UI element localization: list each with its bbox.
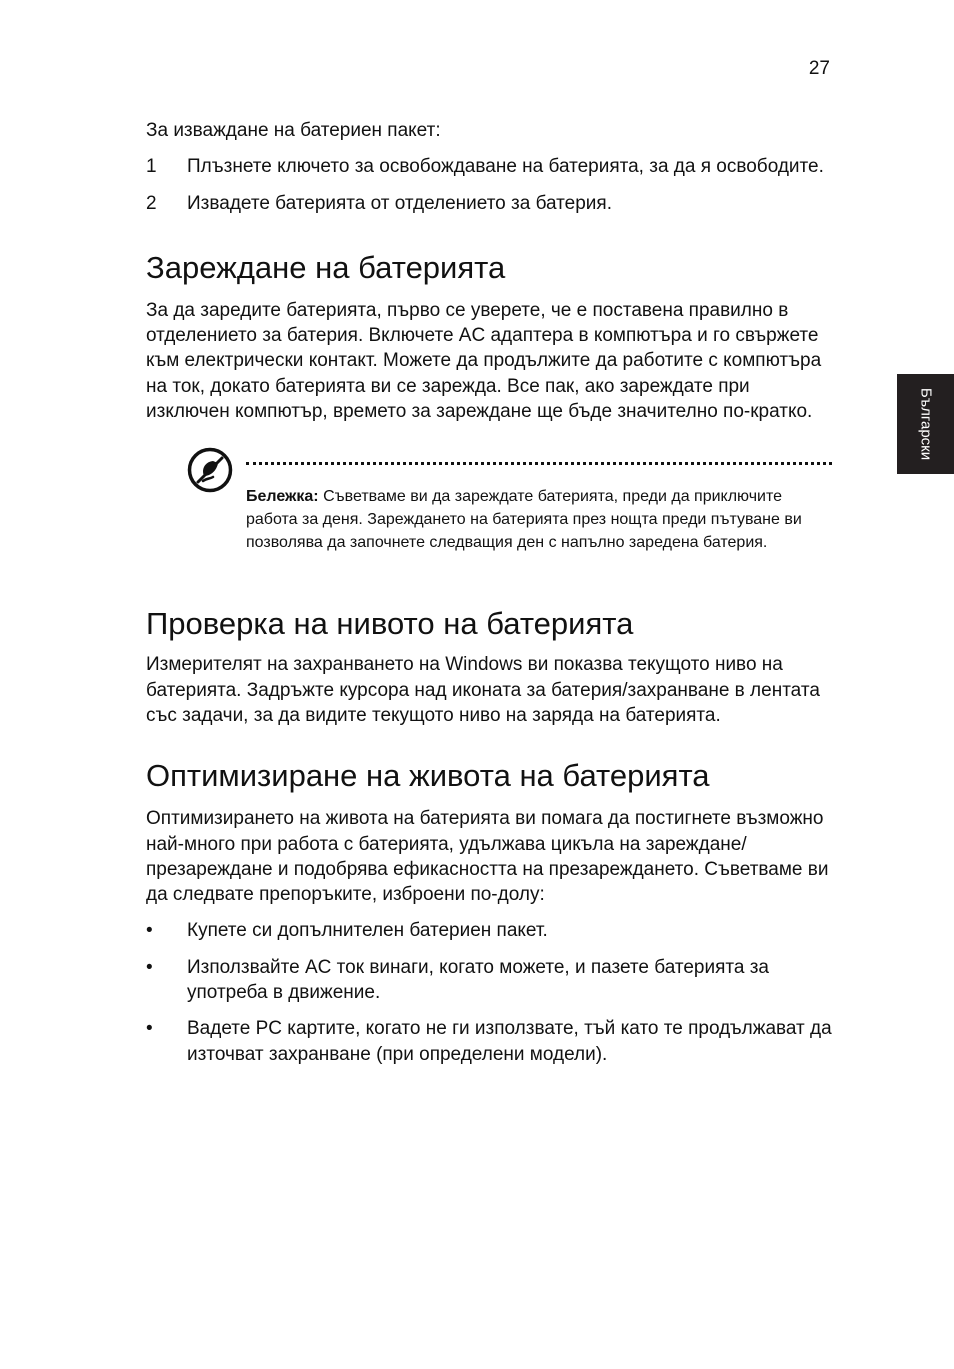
list-item (146, 955, 836, 1006)
list-item-text: Използвайте AC ток винаги, когато можете, и пазете батерията за употреба в движение. (187, 956, 769, 1004)
language-label: Български (917, 387, 934, 461)
charging-heading: Зареждане на батерията (146, 249, 506, 285)
checking-paragraph: Измерителят на захранването на Windows ви показва текущото ниво на батерията. Задръжте курсора над иконата за батерия/захранване в лентата със задачи, за да видите текущото ниво на заряда на батерията. (146, 654, 820, 726)
list-item-text: Вадете PC картите, когато не ги използвате, тъй като те продължават да източват захранване (при определени модели). (187, 1018, 832, 1065)
list-item (146, 918, 836, 943)
step-text: Плъзнете ключето за освобождаване на батерията, за да я освободите. (187, 156, 824, 178)
page-number: 27 (808, 58, 830, 79)
step-number: 2 (146, 192, 157, 214)
step-item (146, 154, 836, 179)
charging-paragraph: За да заредите батерията, първо се уверете, че е поставена правилно в отделението за батерия. Включете AC адаптера в компютъра и го свържете към електрически контакт. Можете да продължите да работите с компютъра на ток, докато батерията ви се зарежда. Все пак, ако зареждате при изключен компютър, времето за зареждане ще бъде значително по-кратко. (146, 299, 822, 423)
note-text (246, 485, 826, 554)
note-label: Бележка: (246, 488, 319, 506)
intro-text: За изваждане на батериен пакет: (146, 120, 441, 141)
optimizing-paragraph: Оптимизирането на живота на батерията ви помага да постигнете възможно най-много при работа с батерията, удължава цикъла на зареждане/презареждане и подобрява ефикасността на презареждането. Съветваме ви да следвате препоръките, изброени по-долу: (146, 808, 829, 906)
bullet-mark: • (146, 920, 153, 942)
bullet-mark: • (146, 1018, 153, 1040)
checking-heading: Проверка на нивото на батерията (146, 606, 634, 642)
tips-list (146, 918, 836, 1066)
step-text: Извадете батерията от отделението за батерия. (187, 192, 612, 214)
step-number: 1 (146, 156, 157, 178)
list-item (146, 1016, 836, 1067)
optimizing-heading: Оптимизиране на живота на батерията (146, 758, 710, 794)
list-item-text: Купете си допълнителен батериен пакет. (187, 920, 548, 942)
removal-steps (146, 154, 836, 216)
step-item (146, 191, 836, 216)
bullet-mark: • (146, 956, 153, 978)
note-box (146, 446, 836, 578)
page-content (146, 118, 836, 1078)
language-side-tab (897, 374, 954, 474)
note-body: Съветваме ви да зареждате батерията, преди да приключите работа за деня. Зареждането на батерията през нощта преди пътуване ви позволява да започнете следващия ден с напълно заредена батерия. (246, 488, 802, 552)
note-divider (246, 462, 832, 465)
note-icon (187, 447, 233, 493)
